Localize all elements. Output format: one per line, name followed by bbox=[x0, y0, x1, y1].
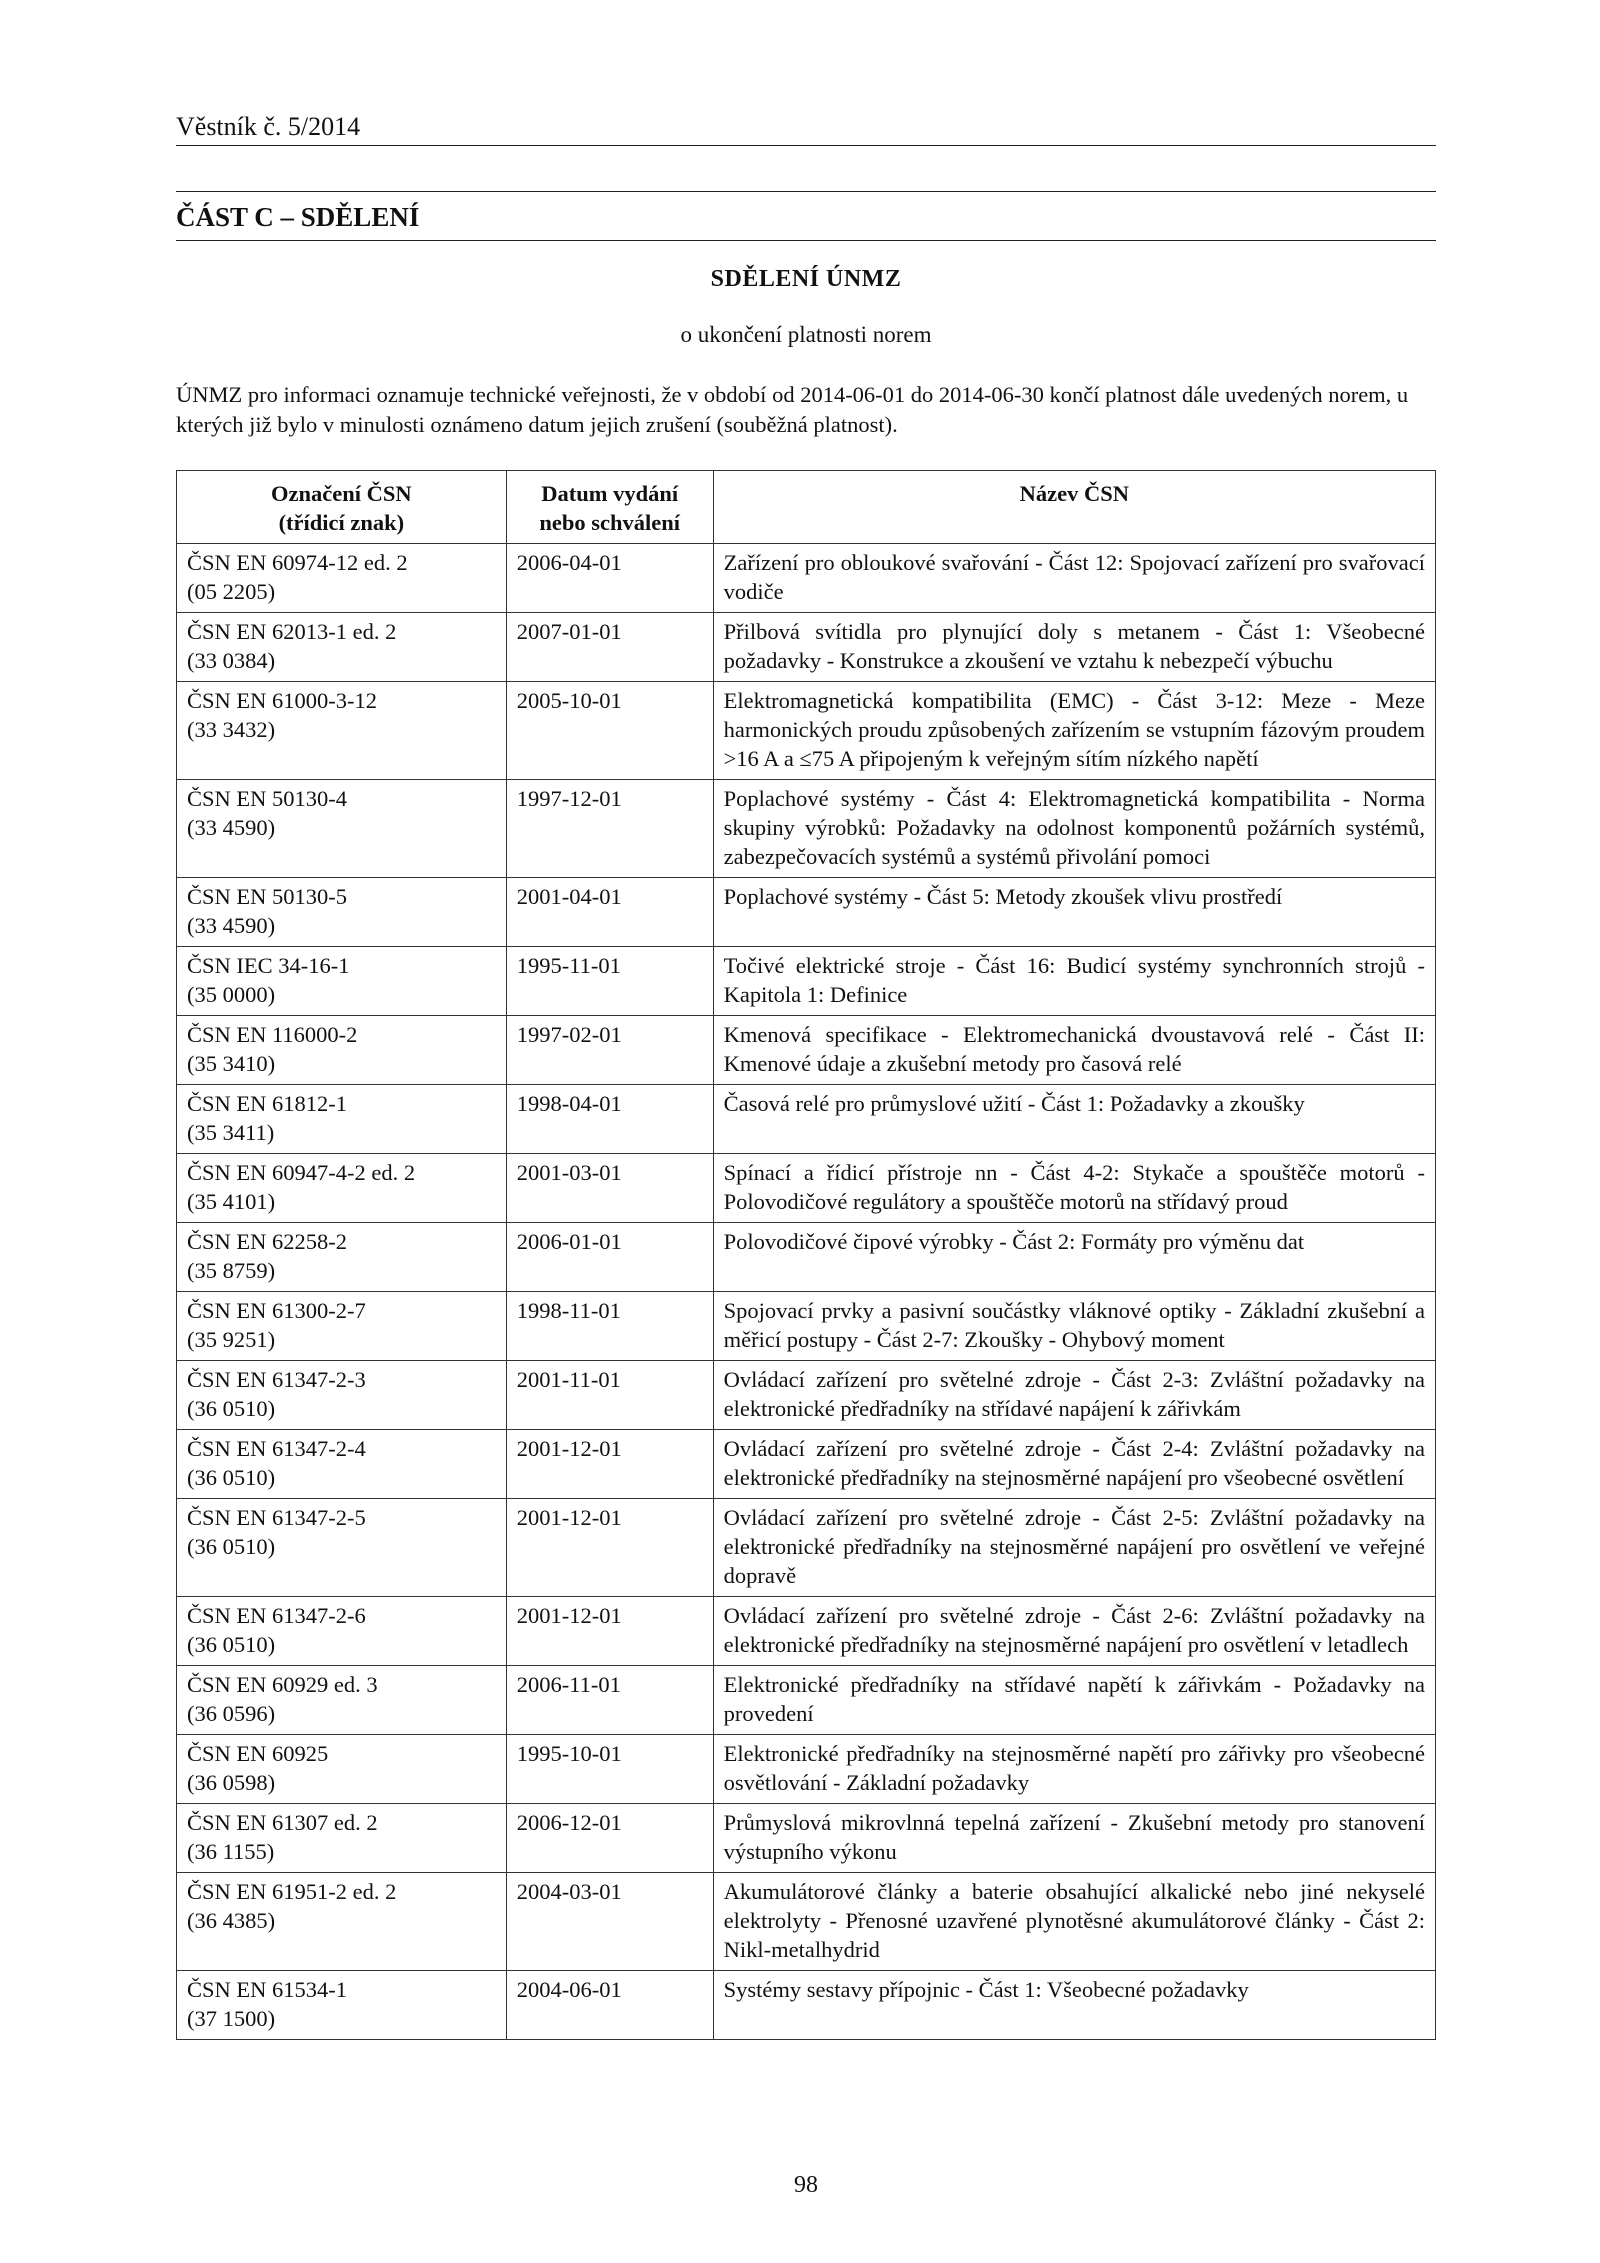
table-row bbox=[177, 544, 1436, 613]
norm-designation: ČSN EN 116000-2 bbox=[187, 1022, 358, 1047]
page-number: 98 bbox=[794, 2172, 818, 2198]
cell-title: Spojovací prvky a pasivní součástky vláknové optiky - Základní zkušební a měřicí postupy - Část 2-7: Zkoušky - Ohybový moment bbox=[713, 1292, 1435, 1361]
cell-title: Ovládací zařízení pro světelné zdroje - Část 2-6: Zvláštní požadavky na elektronické předřadníky na stejnosměrné napájení pro osvětlení v letadlech bbox=[713, 1597, 1435, 1666]
classification-code: (33 4590) bbox=[187, 815, 276, 840]
cell-title: Elektronické předřadníky na střídavé napětí k zářivkám - Požadavky na provedení bbox=[713, 1666, 1435, 1735]
table-row bbox=[177, 1292, 1436, 1361]
norm-designation: ČSN EN 61534-1 bbox=[187, 1977, 348, 2002]
cell-date: 2001-03-01 bbox=[506, 1154, 713, 1223]
classification-code: (36 0596) bbox=[187, 1701, 276, 1726]
cell-designation bbox=[177, 1154, 507, 1223]
norm-designation: ČSN EN 62013-1 ed. 2 bbox=[187, 619, 397, 644]
cell-date: 1995-11-01 bbox=[506, 947, 713, 1016]
norm-designation: ČSN EN 50130-5 bbox=[187, 884, 348, 909]
norm-designation: ČSN EN 61812-1 bbox=[187, 1091, 348, 1116]
cell-designation bbox=[177, 1666, 507, 1735]
table-row bbox=[177, 780, 1436, 878]
classification-code: (05 2205) bbox=[187, 579, 276, 604]
table-row bbox=[177, 1804, 1436, 1873]
cell-designation bbox=[177, 1016, 507, 1085]
journal-header: Věstník č. 5/2014 bbox=[176, 112, 361, 141]
classification-code: (36 4385) bbox=[187, 1908, 276, 1933]
cell-designation bbox=[177, 544, 507, 613]
cell-title: Ovládací zařízení pro světelné zdroje - Část 2-3: Zvláštní požadavky na elektronické předřadníky na střídavé napájení k zářivkám bbox=[713, 1361, 1435, 1430]
classification-code: (35 3410) bbox=[187, 1051, 276, 1076]
cell-designation bbox=[177, 1292, 507, 1361]
norm-designation: ČSN EN 61300-2-7 bbox=[187, 1298, 366, 1323]
classification-code: (33 0384) bbox=[187, 648, 276, 673]
cell-designation bbox=[177, 947, 507, 1016]
table-row bbox=[177, 1085, 1436, 1154]
norm-designation: ČSN EN 61347-2-5 bbox=[187, 1505, 366, 1530]
cell-title: Ovládací zařízení pro světelné zdroje - Část 2-5: Zvláštní požadavky na elektronické předřadníky na stejnosměrné napájení pro osvětlení ve veřejné dopravě bbox=[713, 1499, 1435, 1597]
cell-title: Polovodičové čipové výrobky - Část 2: Formáty pro výměnu dat bbox=[713, 1223, 1435, 1292]
norm-designation: ČSN EN 61000-3-12 bbox=[187, 688, 377, 713]
norm-designation: ČSN EN 60925 bbox=[187, 1741, 329, 1766]
cell-date: 2005-10-01 bbox=[506, 682, 713, 780]
classification-code: (37 1500) bbox=[187, 2006, 276, 2031]
cell-title: Ovládací zařízení pro světelné zdroje - Část 2-4: Zvláštní požadavky na elektronické předřadníky na stejnosměrné napájení pro všeobecné osvětlení bbox=[713, 1430, 1435, 1499]
norm-designation: ČSN EN 61347-2-6 bbox=[187, 1603, 366, 1628]
table-row bbox=[177, 947, 1436, 1016]
cell-title: Elektronické předřadníky na stejnosměrné napětí pro zářivky pro všeobecné osvětlování - Základní požadavky bbox=[713, 1735, 1435, 1804]
cell-title: Přilbová svítidla pro plynující doly s metanem - Část 1: Všeobecné požadavky - Konstrukce a zkoušení ve vztahu k nebezpečí výbuchu bbox=[713, 613, 1435, 682]
cell-title: Systémy sestavy přípojnic - Část 1: Všeobecné požadavky bbox=[713, 1971, 1435, 2040]
norm-designation: ČSN EN 61307 ed. 2 bbox=[187, 1810, 378, 1835]
classification-code: (36 0510) bbox=[187, 1465, 276, 1490]
header-designation bbox=[177, 471, 507, 544]
cell-designation bbox=[177, 1223, 507, 1292]
header-date-line2: nebo schválení bbox=[539, 510, 680, 535]
cell-designation bbox=[177, 1804, 507, 1873]
cell-date: 2001-11-01 bbox=[506, 1361, 713, 1430]
cell-designation bbox=[177, 1597, 507, 1666]
norm-designation: ČSN EN 61347-2-3 bbox=[187, 1367, 366, 1392]
cell-date: 1997-02-01 bbox=[506, 1016, 713, 1085]
cell-title: Poplachové systémy - Část 4: Elektromagnetická kompatibilita - Norma skupiny výrobků: Požadavky na odolnost komponentů požárních systémů, zabezpečovacích systémů a systémů přivolání pomoci bbox=[713, 780, 1435, 878]
cell-date: 2001-12-01 bbox=[506, 1597, 713, 1666]
cell-date: 1998-11-01 bbox=[506, 1292, 713, 1361]
cell-date: 2001-12-01 bbox=[506, 1499, 713, 1597]
section-rule-top bbox=[176, 191, 1436, 192]
cell-title: Průmyslová mikrovlnná tepelná zařízení - Zkušební metody pro stanovení výstupního výkonu bbox=[713, 1804, 1435, 1873]
section-rule-bottom bbox=[176, 240, 1436, 241]
table-row bbox=[177, 1971, 1436, 2040]
cell-designation bbox=[177, 1085, 507, 1154]
norm-designation: ČSN EN 60929 ed. 3 bbox=[187, 1672, 378, 1697]
cell-date: 2006-01-01 bbox=[506, 1223, 713, 1292]
cell-date: 2001-12-01 bbox=[506, 1430, 713, 1499]
cell-title: Spínací a řídicí přístroje nn - Část 4-2: Stykače a spouštěče motorů - Polovodičové regulátory a spouštěče motorů na střídavý proud bbox=[713, 1154, 1435, 1223]
cell-designation bbox=[177, 1499, 507, 1597]
notice-subtitle: o ukončení platnosti norem bbox=[680, 322, 932, 347]
norm-designation: ČSN EN 60974-12 ed. 2 bbox=[187, 550, 408, 575]
table-body bbox=[177, 544, 1436, 2040]
classification-code: (36 1155) bbox=[187, 1839, 275, 1864]
cell-title: Zařízení pro obloukové svařování - Část 12: Spojovací zařízení pro svařovací vodiče bbox=[713, 544, 1435, 613]
table-row bbox=[177, 1735, 1436, 1804]
header-designation-line2: (třídicí znak) bbox=[278, 510, 405, 535]
cell-designation bbox=[177, 1361, 507, 1430]
norms-table bbox=[176, 470, 1436, 2040]
cell-date: 1998-04-01 bbox=[506, 1085, 713, 1154]
header-date-line1: Datum vydání bbox=[541, 481, 679, 506]
classification-code: (36 0510) bbox=[187, 1534, 276, 1559]
table-row bbox=[177, 1499, 1436, 1597]
cell-date: 2001-04-01 bbox=[506, 878, 713, 947]
intro-paragraph: ÚNMZ pro informaci oznamuje technické veřejnosti, že v období od 2014-06-01 do 2014-06-30 končí platnost dále uvedených norem, u kterých již bylo v minulosti oznámeno datum jejich zrušení (souběžná platnost). bbox=[176, 382, 1409, 437]
classification-code: (35 3411) bbox=[187, 1120, 275, 1145]
cell-title: Elektromagnetická kompatibilita (EMC) - Část 3-12: Meze - Meze harmonických proudu způsobených zařízením se vstupním fázovým proudem >16 A a ≤75 A připojeným k veřejným sítím nízkého napětí bbox=[713, 682, 1435, 780]
cell-date: 1995-10-01 bbox=[506, 1735, 713, 1804]
table-header-row bbox=[177, 471, 1436, 544]
cell-designation bbox=[177, 878, 507, 947]
cell-title: Točivé elektrické stroje - Část 16: Budicí systémy synchronních strojů - Kapitola 1: Definice bbox=[713, 947, 1435, 1016]
cell-designation bbox=[177, 780, 507, 878]
cell-designation bbox=[177, 613, 507, 682]
norm-designation: ČSN EN 62258-2 bbox=[187, 1229, 348, 1254]
classification-code: (36 0598) bbox=[187, 1770, 276, 1795]
cell-title: Akumulátorové články a baterie obsahující alkalické nebo jiné nekyselé elektrolyty - Přenosné uzavřené plynotěsné akumulátorové články - Část 2: Nikl-metalhydrid bbox=[713, 1873, 1435, 1971]
norm-designation: ČSN IEC 34-16-1 bbox=[187, 953, 350, 978]
cell-date: 2006-11-01 bbox=[506, 1666, 713, 1735]
table-row bbox=[177, 1223, 1436, 1292]
table-row bbox=[177, 1361, 1436, 1430]
section-title: ČÁST C – SDĚLENÍ bbox=[176, 202, 420, 232]
cell-date: 2004-03-01 bbox=[506, 1873, 713, 1971]
classification-code: (35 0000) bbox=[187, 982, 276, 1007]
cell-date: 2004-06-01 bbox=[506, 1971, 713, 2040]
norm-designation: ČSN EN 61347-2-4 bbox=[187, 1436, 366, 1461]
classification-code: (35 4101) bbox=[187, 1189, 276, 1214]
classification-code: (33 3432) bbox=[187, 717, 276, 742]
cell-date: 2007-01-01 bbox=[506, 613, 713, 682]
header-title: Název ČSN bbox=[713, 471, 1435, 544]
header-rule bbox=[176, 145, 1436, 146]
table-row bbox=[177, 878, 1436, 947]
cell-date: 2006-04-01 bbox=[506, 544, 713, 613]
cell-designation bbox=[177, 1430, 507, 1499]
norm-designation: ČSN EN 50130-4 bbox=[187, 786, 348, 811]
cell-date: 1997-12-01 bbox=[506, 780, 713, 878]
table-row bbox=[177, 1154, 1436, 1223]
classification-code: (33 4590) bbox=[187, 913, 276, 938]
notice-title: SDĚLENÍ ÚNMZ bbox=[710, 266, 902, 292]
classification-code: (35 9251) bbox=[187, 1327, 276, 1352]
cell-designation bbox=[177, 1735, 507, 1804]
table-row bbox=[177, 1666, 1436, 1735]
cell-title: Poplachové systémy - Část 5: Metody zkoušek vlivu prostředí bbox=[713, 878, 1435, 947]
norm-designation: ČSN EN 60947-4-2 ed. 2 bbox=[187, 1160, 416, 1185]
classification-code: (36 0510) bbox=[187, 1632, 276, 1657]
table-row bbox=[177, 1430, 1436, 1499]
norm-designation: ČSN EN 61951-2 ed. 2 bbox=[187, 1879, 397, 1904]
cell-date: 2006-12-01 bbox=[506, 1804, 713, 1873]
cell-designation bbox=[177, 1971, 507, 2040]
table-row bbox=[177, 1597, 1436, 1666]
classification-code: (36 0510) bbox=[187, 1396, 276, 1421]
cell-designation bbox=[177, 682, 507, 780]
table-row bbox=[177, 613, 1436, 682]
header-designation-line1: Označení ČSN bbox=[271, 481, 412, 506]
cell-title: Kmenová specifikace - Elektromechanická dvoustavová relé - Část II: Kmenové údaje a zkušební metody pro časová relé bbox=[713, 1016, 1435, 1085]
header-date bbox=[506, 471, 713, 544]
table-row bbox=[177, 682, 1436, 780]
table-row bbox=[177, 1873, 1436, 1971]
table-row bbox=[177, 1016, 1436, 1085]
classification-code: (35 8759) bbox=[187, 1258, 276, 1283]
cell-title: Časová relé pro průmyslové užití - Část 1: Požadavky a zkoušky bbox=[713, 1085, 1435, 1154]
cell-designation bbox=[177, 1873, 507, 1971]
